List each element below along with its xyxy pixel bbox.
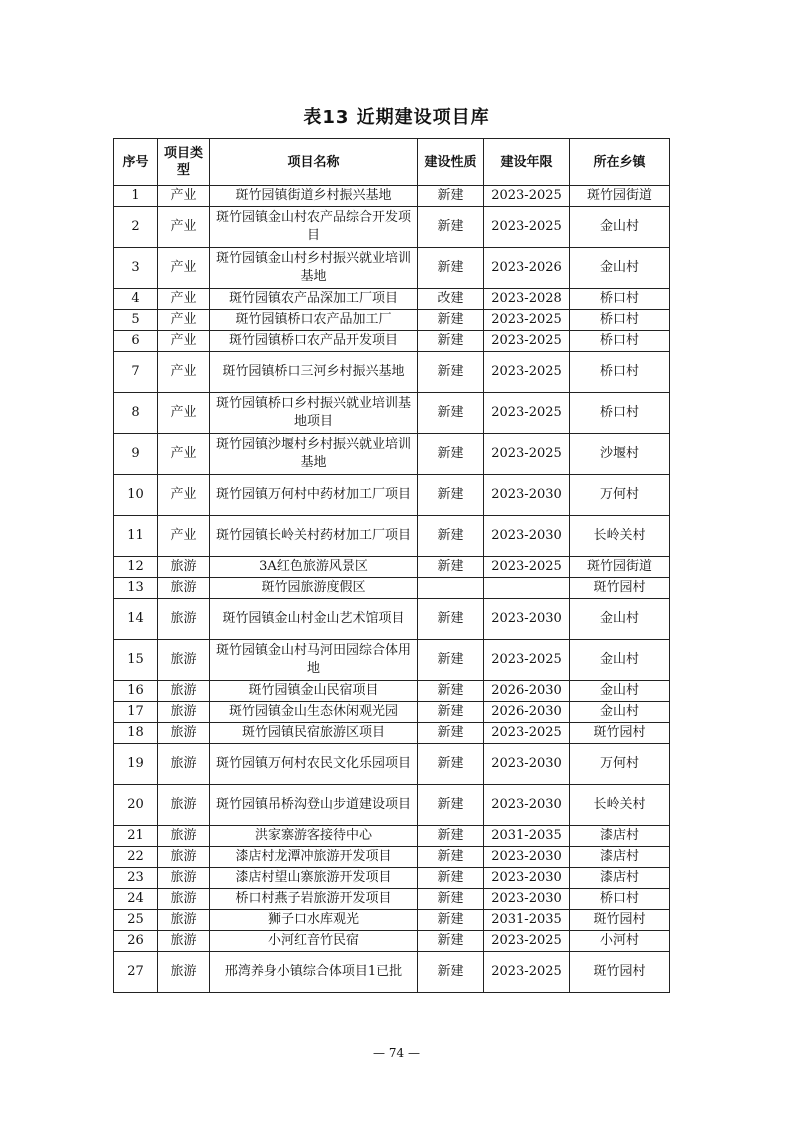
cell-period: 2023-2030 (484, 475, 570, 516)
cell-type: 产业 (158, 434, 210, 475)
cell-nature: 新建 (418, 599, 484, 640)
cell-town: 斑竹园村 (570, 723, 670, 744)
cell-nature: 新建 (418, 868, 484, 889)
table-row (114, 868, 670, 889)
table-row (114, 475, 670, 516)
cell-type: 旅游 (158, 702, 210, 723)
cell-nature: 新建 (418, 826, 484, 847)
cell-name: 斑竹园镇桥口乡村振兴就业培训基地项目 (210, 393, 418, 434)
header-type: 项目类型 (158, 139, 210, 186)
table-row (114, 599, 670, 640)
cell-period: 2031-2035 (484, 910, 570, 931)
cell-town: 桥口村 (570, 352, 670, 393)
cell-town: 斑竹园村 (570, 952, 670, 993)
cell-period: 2023-2025 (484, 393, 570, 434)
page-number: — 74 — (373, 1046, 420, 1060)
table-row (114, 352, 670, 393)
table-row (114, 744, 670, 785)
cell-town: 桥口村 (570, 289, 670, 310)
cell-name: 斑竹园旅游度假区 (210, 578, 418, 599)
cell-nature: 新建 (418, 393, 484, 434)
cell-name: 斑竹园镇金山村乡村振兴就业培训基地 (210, 248, 418, 289)
cell-no: 7 (114, 352, 158, 393)
table-row (114, 952, 670, 993)
cell-town: 万何村 (570, 475, 670, 516)
cell-nature: 新建 (418, 952, 484, 993)
cell-period: 2023-2030 (484, 744, 570, 785)
table-title: 表13 近期建设项目库 (303, 107, 490, 128)
table-row (114, 847, 670, 868)
cell-name: 斑竹园镇金山村马河田园综合体用地 (210, 640, 418, 681)
cell-type: 旅游 (158, 847, 210, 868)
table-row (114, 826, 670, 847)
cell-type: 产业 (158, 475, 210, 516)
cell-name: 斑竹园镇金山民宿项目 (210, 681, 418, 702)
table-row (114, 910, 670, 931)
table-row (114, 723, 670, 744)
cell-period: 2023-2025 (484, 952, 570, 993)
cell-nature: 新建 (418, 352, 484, 393)
cell-period: 2023-2028 (484, 289, 570, 310)
cell-town: 桥口村 (570, 393, 670, 434)
cell-name: 斑竹园镇桥口三河乡村振兴基地 (210, 352, 418, 393)
cell-no: 17 (114, 702, 158, 723)
cell-no: 19 (114, 744, 158, 785)
cell-name: 斑竹园镇农产品深加工厂项目 (210, 289, 418, 310)
cell-no: 20 (114, 785, 158, 826)
cell-type: 旅游 (158, 557, 210, 578)
table-row (114, 702, 670, 723)
cell-period: 2023-2025 (484, 310, 570, 331)
cell-town: 斑竹园街道 (570, 186, 670, 207)
table-row (114, 207, 670, 248)
cell-no: 12 (114, 557, 158, 578)
table-row (114, 557, 670, 578)
cell-period: 2031-2035 (484, 826, 570, 847)
cell-period: 2023-2030 (484, 868, 570, 889)
cell-no: 18 (114, 723, 158, 744)
cell-name: 斑竹园镇金山村农产品综合开发项目 (210, 207, 418, 248)
cell-type: 产业 (158, 289, 210, 310)
cell-name: 斑竹园镇长岭关村药材加工厂项目 (210, 516, 418, 557)
cell-town: 金山村 (570, 207, 670, 248)
cell-nature: 新建 (418, 681, 484, 702)
cell-town: 桥口村 (570, 889, 670, 910)
cell-name: 斑竹园镇桥口农产品加工厂 (210, 310, 418, 331)
cell-town: 斑竹园村 (570, 910, 670, 931)
cell-type: 旅游 (158, 910, 210, 931)
cell-town: 金山村 (570, 248, 670, 289)
cell-nature: 新建 (418, 248, 484, 289)
cell-no: 1 (114, 186, 158, 207)
cell-nature: 新建 (418, 186, 484, 207)
cell-nature: 新建 (418, 931, 484, 952)
cell-no: 2 (114, 207, 158, 248)
cell-town: 漆店村 (570, 868, 670, 889)
cell-type: 旅游 (158, 826, 210, 847)
cell-type: 旅游 (158, 681, 210, 702)
table-row (114, 578, 670, 599)
cell-nature: 新建 (418, 723, 484, 744)
cell-period: 2023-2025 (484, 352, 570, 393)
cell-no: 10 (114, 475, 158, 516)
table-row (114, 785, 670, 826)
cell-type: 产业 (158, 331, 210, 352)
table-row (114, 640, 670, 681)
cell-name: 漆店村望山寨旅游开发项目 (210, 868, 418, 889)
cell-name: 狮子口水库观光 (210, 910, 418, 931)
cell-nature: 新建 (418, 910, 484, 931)
cell-no: 6 (114, 331, 158, 352)
cell-type: 旅游 (158, 578, 210, 599)
table-header-row (114, 139, 670, 186)
cell-period: 2023-2030 (484, 785, 570, 826)
cell-nature: 新建 (418, 475, 484, 516)
cell-name: 斑竹园镇万何村中药材加工厂项目 (210, 475, 418, 516)
cell-nature: 新建 (418, 640, 484, 681)
cell-type: 旅游 (158, 889, 210, 910)
cell-name: 3A红色旅游风景区 (210, 557, 418, 578)
table-row (114, 331, 670, 352)
cell-type: 旅游 (158, 640, 210, 681)
cell-period: 2023-2025 (484, 931, 570, 952)
table-row (114, 681, 670, 702)
cell-type: 旅游 (158, 723, 210, 744)
cell-type: 产业 (158, 393, 210, 434)
cell-town: 金山村 (570, 640, 670, 681)
cell-no: 8 (114, 393, 158, 434)
cell-town: 金山村 (570, 681, 670, 702)
table-row (114, 516, 670, 557)
cell-period: 2023-2025 (484, 640, 570, 681)
cell-name: 邢湾养身小镇综合体项目1已批 (210, 952, 418, 993)
table-row (114, 310, 670, 331)
cell-name: 斑竹园镇民宿旅游区项目 (210, 723, 418, 744)
cell-type: 产业 (158, 516, 210, 557)
cell-nature: 新建 (418, 744, 484, 785)
cell-no: 9 (114, 434, 158, 475)
cell-name: 斑竹园镇桥口农产品开发项目 (210, 331, 418, 352)
cell-name: 漆店村龙潭冲旅游开发项目 (210, 847, 418, 868)
cell-town: 小河村 (570, 931, 670, 952)
cell-name: 小河红音竹民宿 (210, 931, 418, 952)
table-row (114, 289, 670, 310)
cell-town: 万何村 (570, 744, 670, 785)
cell-no: 11 (114, 516, 158, 557)
cell-nature: 新建 (418, 847, 484, 868)
cell-no: 23 (114, 868, 158, 889)
cell-type: 产业 (158, 248, 210, 289)
cell-name: 斑竹园镇金山生态休闲观光园 (210, 702, 418, 723)
cell-town: 漆店村 (570, 826, 670, 847)
table-row (114, 393, 670, 434)
cell-no: 21 (114, 826, 158, 847)
cell-type: 产业 (158, 207, 210, 248)
cell-no: 25 (114, 910, 158, 931)
cell-nature (418, 578, 484, 599)
cell-no: 4 (114, 289, 158, 310)
cell-no: 3 (114, 248, 158, 289)
cell-town: 沙堰村 (570, 434, 670, 475)
cell-name: 斑竹园镇万何村农民文化乐园项目 (210, 744, 418, 785)
cell-no: 22 (114, 847, 158, 868)
cell-town: 桥口村 (570, 310, 670, 331)
cell-name: 斑竹园镇金山村金山艺术馆项目 (210, 599, 418, 640)
cell-town: 桥口村 (570, 331, 670, 352)
cell-period: 2026-2030 (484, 702, 570, 723)
cell-town: 斑竹园街道 (570, 557, 670, 578)
cell-no: 26 (114, 931, 158, 952)
cell-no: 13 (114, 578, 158, 599)
cell-no: 14 (114, 599, 158, 640)
cell-name: 洪家寨游客接待中心 (210, 826, 418, 847)
cell-nature: 新建 (418, 702, 484, 723)
cell-no: 5 (114, 310, 158, 331)
cell-nature: 新建 (418, 331, 484, 352)
cell-town: 金山村 (570, 702, 670, 723)
cell-name: 斑竹园镇街道乡村振兴基地 (210, 186, 418, 207)
cell-town: 金山村 (570, 599, 670, 640)
cell-period: 2023-2025 (484, 723, 570, 744)
table-row (114, 248, 670, 289)
cell-no: 27 (114, 952, 158, 993)
cell-no: 15 (114, 640, 158, 681)
cell-nature: 改建 (418, 289, 484, 310)
cell-name: 斑竹园镇沙堰村乡村振兴就业培训基地 (210, 434, 418, 475)
cell-nature: 新建 (418, 557, 484, 578)
cell-town: 斑竹园村 (570, 578, 670, 599)
cell-period: 2023-2025 (484, 186, 570, 207)
cell-nature: 新建 (418, 434, 484, 475)
cell-type: 产业 (158, 186, 210, 207)
cell-nature: 新建 (418, 516, 484, 557)
cell-period (484, 578, 570, 599)
table-row (114, 889, 670, 910)
cell-period: 2023-2030 (484, 847, 570, 868)
cell-period: 2023-2025 (484, 207, 570, 248)
cell-type: 旅游 (158, 868, 210, 889)
cell-period: 2023-2025 (484, 557, 570, 578)
project-table (113, 138, 670, 993)
cell-type: 产业 (158, 352, 210, 393)
cell-no: 24 (114, 889, 158, 910)
cell-period: 2026-2030 (484, 681, 570, 702)
cell-nature: 新建 (418, 889, 484, 910)
table-row (114, 931, 670, 952)
cell-period: 2023-2030 (484, 516, 570, 557)
cell-period: 2023-2025 (484, 331, 570, 352)
table-row (114, 434, 670, 475)
cell-nature: 新建 (418, 310, 484, 331)
cell-town: 长岭关村 (570, 785, 670, 826)
header-period: 建设年限 (484, 139, 570, 186)
cell-period: 2023-2025 (484, 434, 570, 475)
cell-type: 产业 (158, 310, 210, 331)
table-row (114, 186, 670, 207)
header-town: 所在乡镇 (570, 139, 670, 186)
cell-type: 旅游 (158, 785, 210, 826)
cell-nature: 新建 (418, 207, 484, 248)
cell-town: 长岭关村 (570, 516, 670, 557)
cell-name: 桥口村燕子岩旅游开发项目 (210, 889, 418, 910)
cell-period: 2023-2030 (484, 889, 570, 910)
header-name: 项目名称 (210, 139, 418, 186)
cell-type: 旅游 (158, 599, 210, 640)
cell-type: 旅游 (158, 744, 210, 785)
cell-type: 旅游 (158, 952, 210, 993)
cell-period: 2023-2026 (484, 248, 570, 289)
cell-period: 2023-2030 (484, 599, 570, 640)
header-nature: 建设性质 (418, 139, 484, 186)
cell-name: 斑竹园镇吊桥沟登山步道建设项目 (210, 785, 418, 826)
cell-type: 旅游 (158, 931, 210, 952)
header-no: 序号 (114, 139, 158, 186)
cell-town: 漆店村 (570, 847, 670, 868)
cell-nature: 新建 (418, 785, 484, 826)
cell-no: 16 (114, 681, 158, 702)
